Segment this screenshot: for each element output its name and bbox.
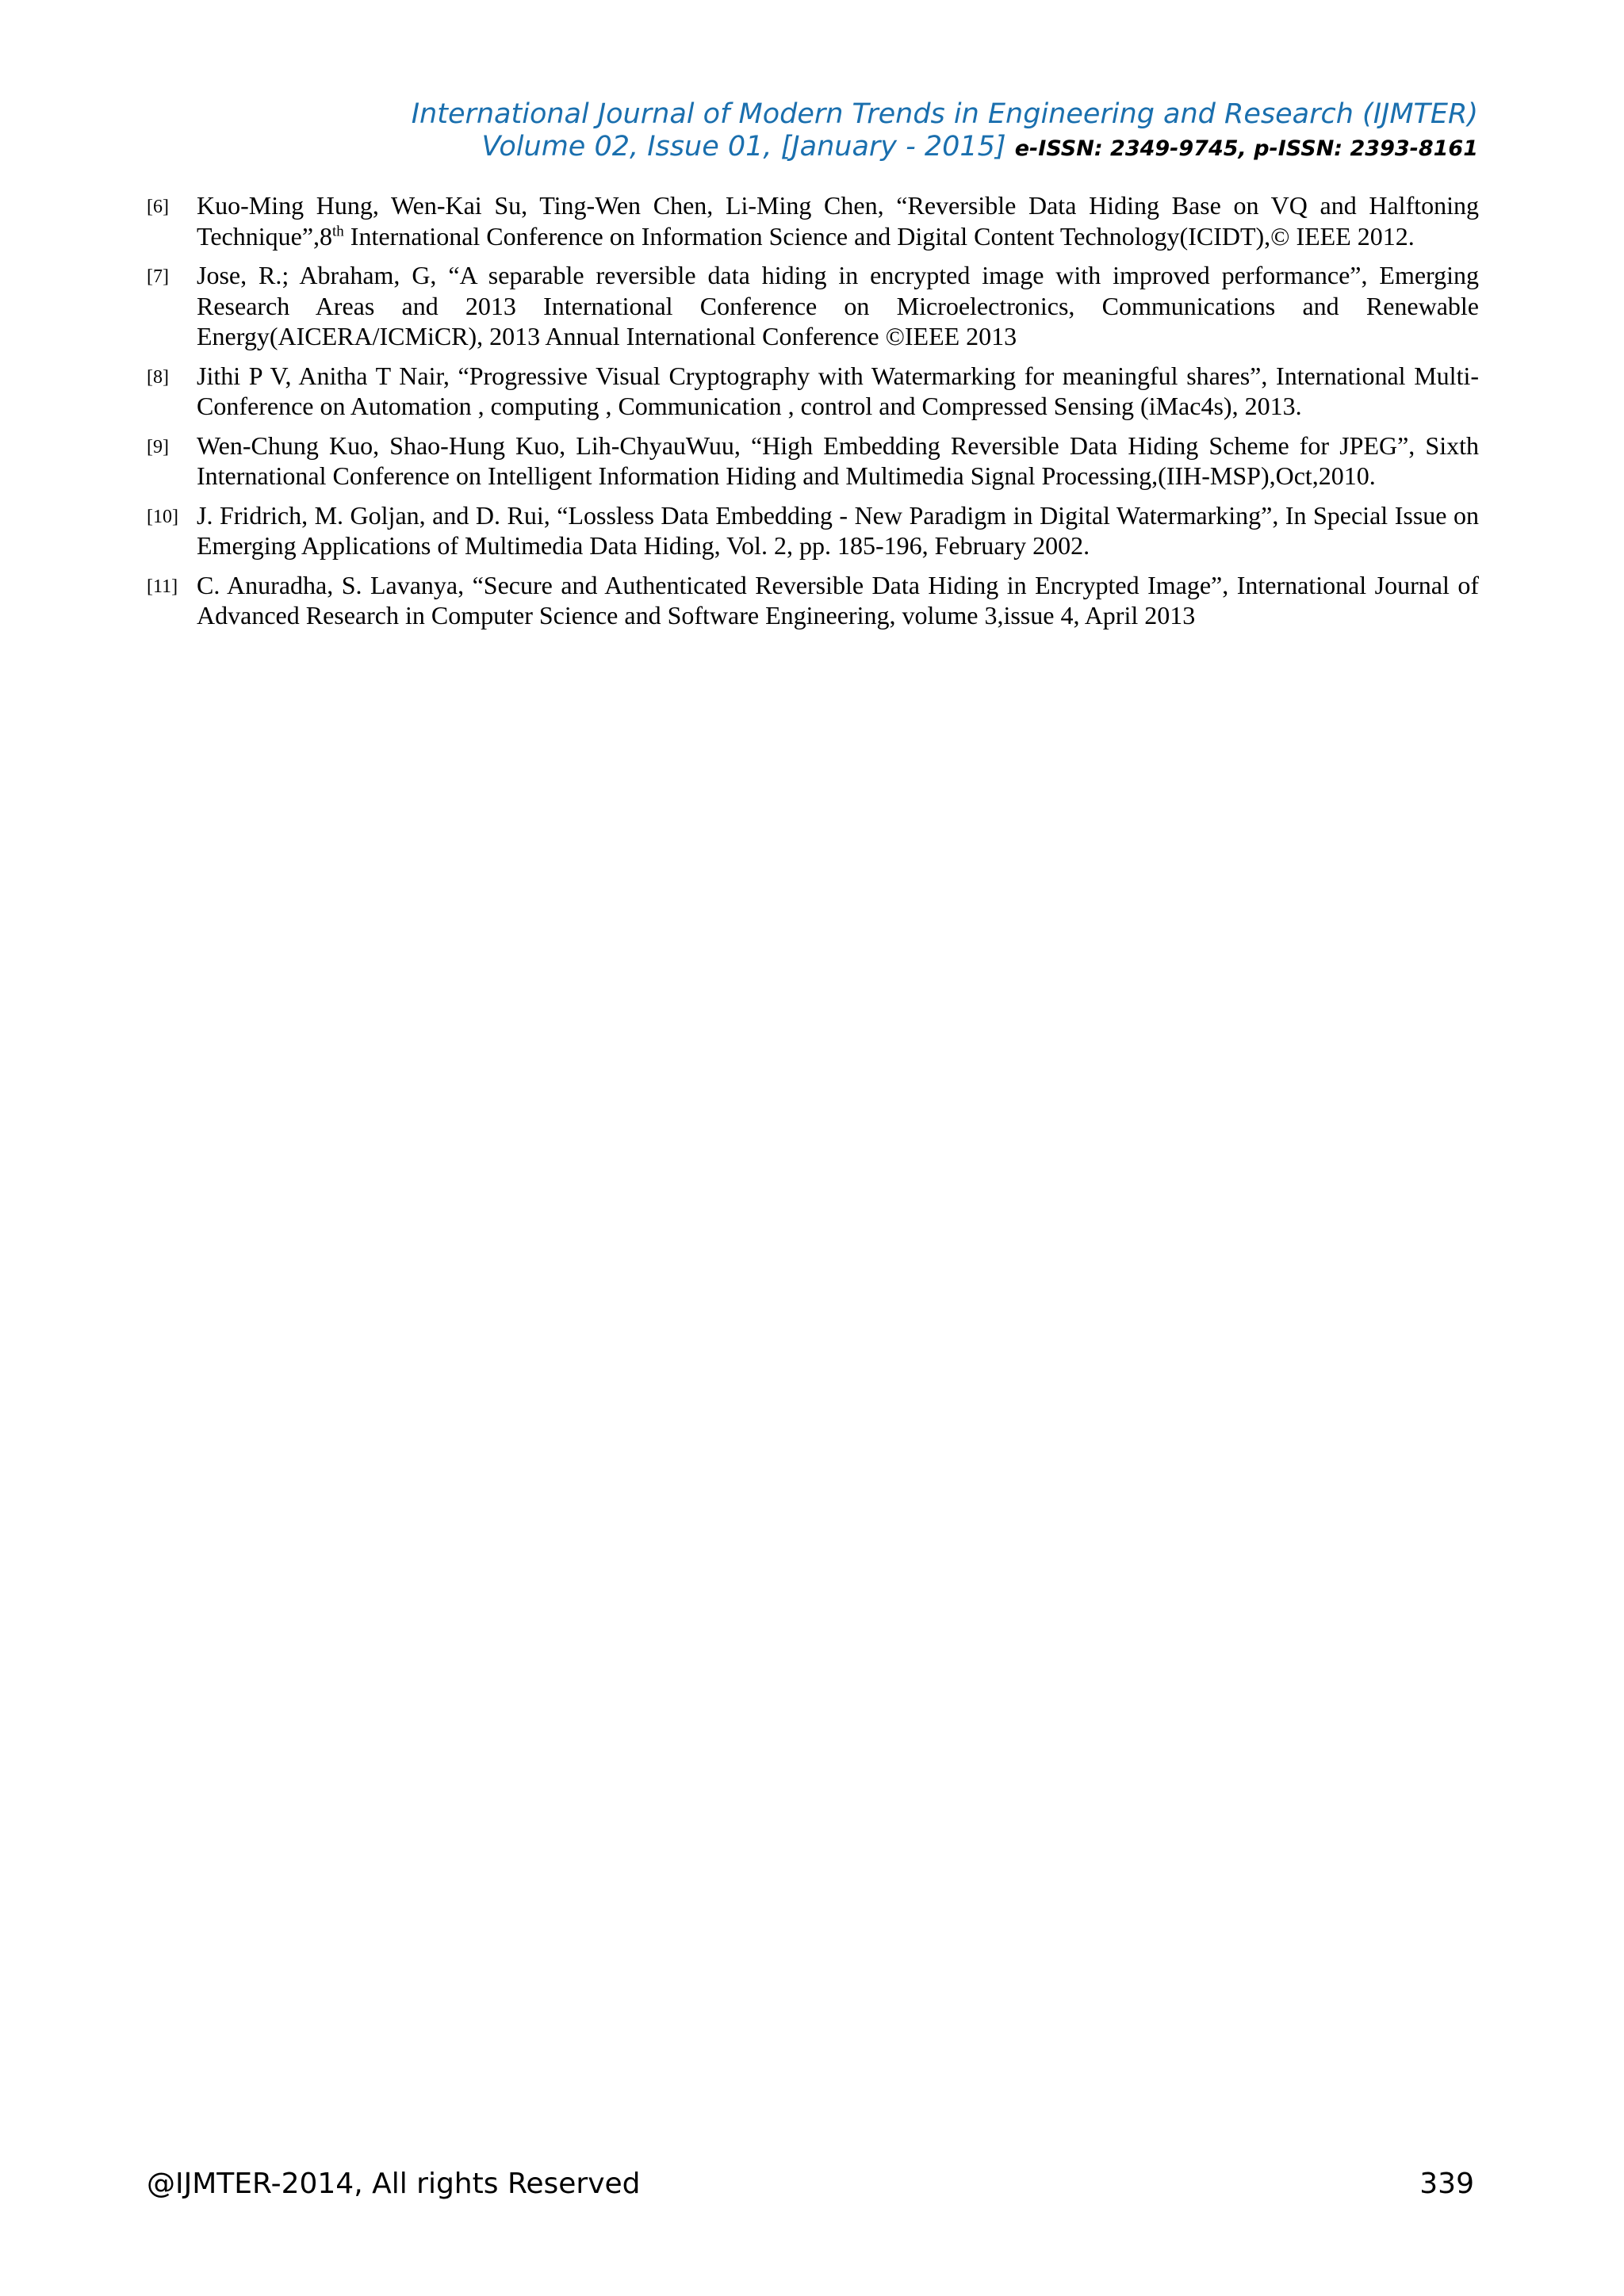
reference-item <box>147 361 1479 422</box>
reference-text: Jithi P V, Anitha T Nair, “Progressive Visual Cryptography with Watermarking for meaningful shares”, International Multi-Conference on Automation , computing , Communication , control and Compressed Sensing (iMac4s), 2013. <box>197 361 1479 420</box>
reference-text: Kuo-Ming Hung, Wen-Kai Su, Ting-Wen Chen, Li-Ming Chen, “Reversible Data Hiding Base on VQ and Halftoning Technique”,8 <box>197 191 1479 251</box>
reference-text: Jose, R.; Abraham, G, “A separable reversible data hiding in encrypted image with improved performance”, Emerging Research Areas and 2013 International Conference on Microelectronics, Communications and Renewable Energy(AICERA/ICMiCR), 2013 Annual International Conference ©IEEE 2013 <box>197 261 1479 350</box>
reference-number: [11] <box>147 576 178 597</box>
reference-list <box>147 190 1479 640</box>
reference-text: J. Fridrich, M. Goljan, and D. Rui, “Lossless Data Embedding - New Paradigm in Digital Watermarking”, In Special Issue on Emerging Applications of Multimedia Data Hiding, Vol. 2, pp. 185-196, February 2002. <box>197 500 1479 560</box>
reference-number: [6] <box>147 197 169 217</box>
reference-item <box>147 500 1479 561</box>
page-number: 339 <box>1419 2168 1474 2200</box>
journal-header <box>412 98 1478 165</box>
reference-text: C. Anuradha, S. Lavanya, “Secure and Authenticated Reversible Data Hiding in Encrypted Image”, International Journal of Advanced Research in Computer Science and Software Engineering, volume 3,issue 4, April 2013 <box>197 570 1479 629</box>
issn-numbers: e-ISSN: 2349-9745, p-ISSN: 2393-8161 <box>1014 136 1478 161</box>
journal-title: International Journal of Modern Trends in Engineering and Research (IJMTER) <box>411 98 1478 130</box>
reference-item <box>147 260 1479 352</box>
volume-issue-line <box>412 131 1478 165</box>
reference-text-continued: International Conference on Information Science and Digital Content Technology(ICIDT),© IEEE 2012. <box>343 221 1415 251</box>
copyright-notice: @IJMTER-2014, All rights Reserved <box>147 2168 641 2200</box>
reference-number: [8] <box>147 366 169 388</box>
ordinal-superscript: th <box>332 222 344 239</box>
reference-number: [7] <box>147 266 169 287</box>
reference-item <box>147 430 1479 492</box>
reference-text: Wen-Chung Kuo, Shao-Hung Kuo, Lih-ChyauWuu, “High Embedding Reversible Data Hiding Scheme for JPEG”, Sixth International Conference on Intelligent Information Hiding and Multimedia Signal Processing,(IIH-MSP),Oct,2010. <box>197 430 1479 490</box>
volume-issue: Volume 02, Issue 01, [January - 2015] <box>481 131 1006 163</box>
reference-number: [10] <box>147 506 178 527</box>
reference-number: [9] <box>147 436 169 457</box>
reference-item <box>147 190 1479 251</box>
reference-item <box>147 570 1479 631</box>
